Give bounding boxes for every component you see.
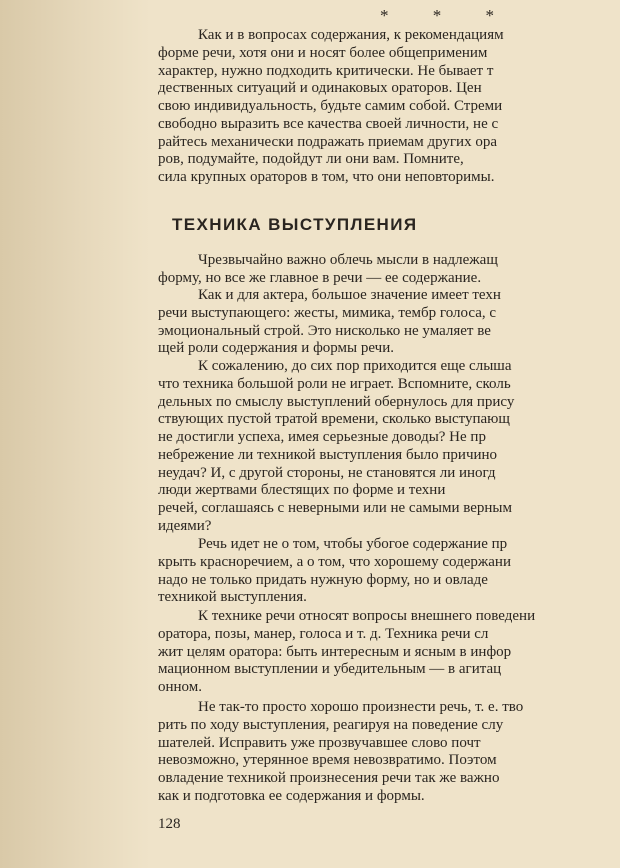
text-line: свою индивидуальность, будьте самим собой. Стреми — [158, 98, 503, 114]
text-line: дельных по смыслу выступлений обернулось для прису — [158, 393, 515, 410]
text-line: Чрезвычайно важно облечь мысли в надлежащ — [198, 252, 498, 268]
text-line: щей роли содержания и формы речи. — [158, 340, 394, 357]
text-line: К технике речи относят вопросы внешнего поведени — [198, 608, 536, 624]
text-line: идеями? — [158, 517, 212, 534]
book-page — [158, 0, 620, 868]
text-line: как и подготовка ее содержания и формы. — [158, 787, 425, 804]
text-line: форму, но все же главное в речи — ее содержание. — [158, 269, 482, 286]
text-line: ров, подумайте, подойдут ли они вам. Помните, — [158, 151, 464, 168]
text-line: характер, нужно подходить критически. Не бывает т — [158, 62, 494, 79]
text-line: К сожалению, до сих пор приходится еще слыша — [198, 358, 512, 374]
text-line: мационном выступлении и убедительным — в агитац — [158, 661, 502, 678]
paragraph — [158, 536, 620, 607]
text-line: рить по ходу выступления, реагируя на поведение слу — [158, 716, 504, 733]
text-line: оратора, позы, манер, голоса и т. д. Техника речи сл — [158, 625, 489, 642]
text-line: ствующих пустой тратой времени, сколько выступающ — [158, 411, 510, 428]
text-line: райтесь механически подражать приемам других ора — [158, 133, 497, 150]
paragraph — [158, 358, 620, 536]
text-line: Как и в вопросах содержания, к рекомендациям — [198, 27, 504, 43]
text-line: речей, соглашаясь с неверными или не самыми верным — [158, 500, 512, 516]
paragraph — [158, 27, 620, 187]
paragraph — [158, 287, 620, 358]
text-line: крыть красноречием, а о том, что хорошему содержани — [158, 553, 511, 570]
text-line: не достигли успеха, имея серьезные доводы? Не пр — [158, 429, 486, 445]
text-line: речи выступающего: жесты, мимика, тембр голоса, с — [158, 304, 497, 321]
text-line: Речь идет не о том, чтобы убогое содержание пр — [198, 536, 508, 552]
text-line: жит целям оратора: быть интересным и ясным в инфор — [158, 643, 512, 660]
text-line: эмоциональный строй. Это нисколько не умаляет ве — [158, 322, 491, 339]
text-line: шателей. Исправить уже прозвучавшее слово почт — [158, 734, 481, 751]
paragraph — [158, 252, 620, 288]
section-heading: ТЕХНИКА ВЫСТУПЛЕНИЯ — [172, 215, 418, 234]
text-line: техникой выступления. — [158, 589, 307, 606]
text-line: что техника большой роли не играет. Вспомните, сколь — [158, 375, 511, 392]
text-line: Не так-то просто хорошо произнести речь, т. е. тво — [198, 699, 524, 715]
text-line: неудач? И, с другой стороны, не становятся ли иногд — [158, 464, 496, 481]
book-gutter — [0, 0, 150, 868]
text-line: надо не только придать нужную форму, но и овладе — [158, 571, 488, 588]
page-number: 128 — [158, 816, 181, 832]
paragraph — [158, 608, 620, 697]
text-line: Как и для актера, большое значение имеет техн — [198, 287, 501, 303]
text-line: онном. — [158, 679, 203, 695]
text-line: свободно выразить все качества своей личности, не с — [158, 115, 499, 132]
text-line: люди жертвами блестящих по форме и техни — [158, 482, 446, 499]
text-line: дественных ситуаций и одинаковых ораторов. Цен — [158, 80, 482, 97]
section-separator: * * * — [380, 6, 514, 25]
text-line: сила крупных ораторов в том, что они неповторимы. — [158, 169, 495, 185]
text-line: форме речи, хотя они и носят более общеприменим — [158, 44, 488, 61]
text-line: небрежение ли техникой выступления было причино — [158, 446, 498, 463]
text-line: овладение техникой произнесения речи так же важно — [158, 770, 500, 786]
paragraph — [158, 699, 620, 806]
text-line: невозможно, утерянное время невозвратимо. Поэтом — [158, 752, 497, 769]
